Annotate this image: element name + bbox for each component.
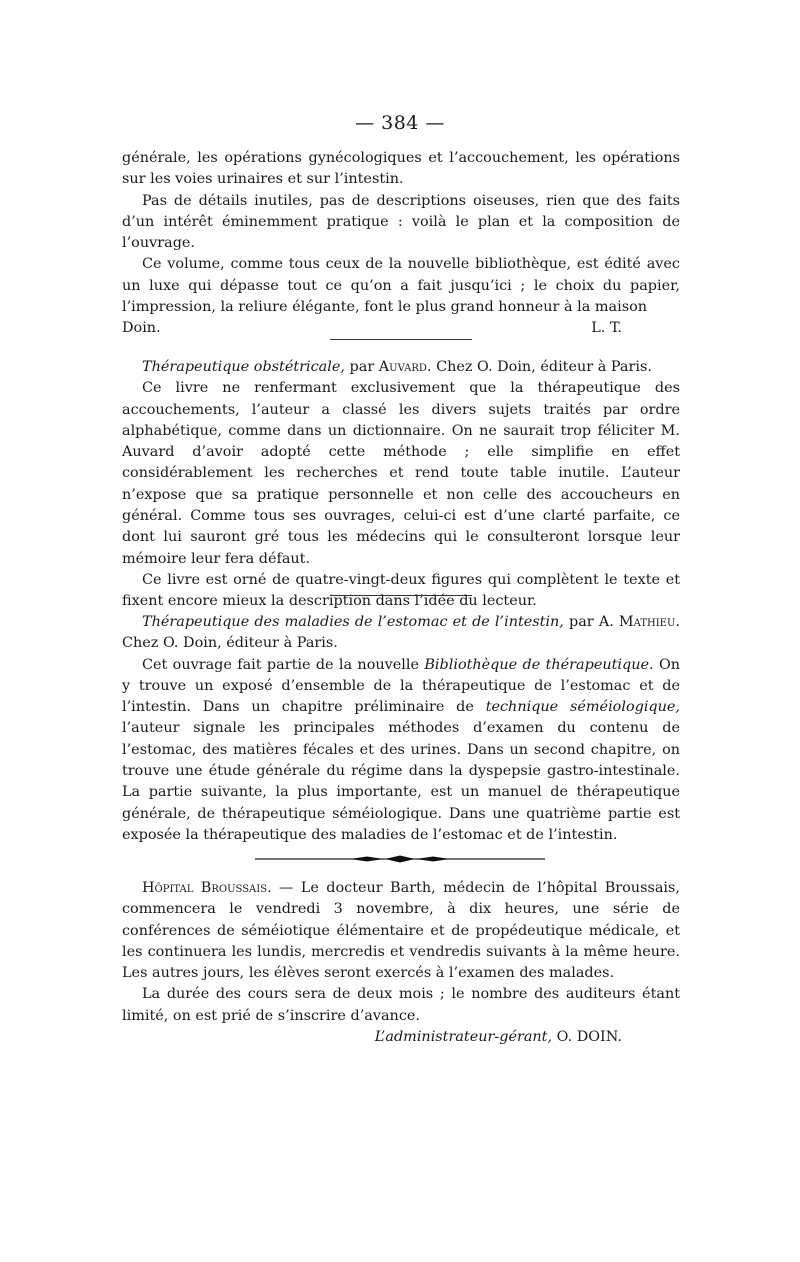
reviewer-initials: L. T. xyxy=(591,320,622,337)
review-paragraph: Pas de détails inutiles, pas de descriptions oiseuses, rien que des faits d’un intérêt éminemment pratique : voilà le plan et la composition de l’ouvrage. xyxy=(122,192,680,252)
chapter-title: technique séméiologique, xyxy=(485,699,680,716)
announcement-broussais xyxy=(122,878,680,1048)
book-title: Thérapeutique des maladies de l’estomac et de l’intestin, xyxy=(142,614,564,630)
review-mathieu xyxy=(122,612,680,846)
review-paragraph: Ce livre ne renfermant exclusivement que la thérapeutique des accouchements, l’auteur a classé les divers sujets traités par ordre alphabétique, comme dans un dictionnaire. On ne saurait trop féliciter M. Auvard d’avoir adopté cette méthode ; elle simplifie en effet considérablement les recherches et rend toute table inutile. L’auteur n’expose que sa pratique personnelle et non celle des accoucheurs en général. Comme tous ses ouvrages, celui-ci est d’une clarté parfaite, ce dont lui sauront gré tous les médecins qui le consulteront lorsque leur mémoire leur fera défaut. xyxy=(122,380,680,567)
signature-name: O. DOIN. xyxy=(552,1029,622,1046)
announcement-paragraph xyxy=(122,878,680,984)
signature-title: L’administrateur-gérant, xyxy=(374,1029,553,1046)
series-title: Bibliothèque de thérapeutique. xyxy=(424,656,654,673)
text-run: — Le docteur Barth, médecin de l’hôpital Broussais, commencera le vendredi 3 novembre, à dix heures, une série de conférences de séméiotique élémentaire et de propédeutique médicale, et les continuera les lundis, mercredis et vendredis suivants à la même heure. Les autres jours, les élèves seront exercés à l’examen des malades. xyxy=(122,880,680,982)
book-publisher: . Chez O. Doin, éditeur à Paris. xyxy=(122,614,680,652)
announcement-heading: Hôpital Broussais. xyxy=(142,880,272,896)
review-continuation xyxy=(122,148,680,340)
text-run: Cet ouvrage fait partie de la nouvelle xyxy=(142,656,425,673)
review-auvard xyxy=(122,357,680,613)
continuation-paragraph: générale, les opérations gynécologiques et l’accouchement, les opérations sur les voies urinaires et sur l’intestin. xyxy=(122,150,680,188)
review-paragraph: Ce volume, comme tous ceux de la nouvelle bibliothèque, est édité avec un luxe qui dépasse tout ce qu’on a fait jusqu’ici ; le choix du papier, l’impression, la reliure élégante, font le plus grand honneur à la maison xyxy=(122,256,680,316)
book-author: Auvard xyxy=(378,359,427,375)
citation-by: par A. xyxy=(563,614,619,630)
final-line-text: Doin. xyxy=(122,320,161,337)
book-title: Thérapeutique obstétricale, xyxy=(142,359,345,375)
administrator-signature xyxy=(122,1027,622,1048)
ornamental-divider xyxy=(255,855,545,863)
text-run: l’auteur signale les principales méthodes d’examen du contenu de l’estomac, des matières fécales et des urines. Dans un second chapitre, on trouve une étude générale du régime dans la dyspepsie gastro-intestinale. La partie suivante, la plus importante, est un manuel de thérapeutique générale, de thérapeutique séméiologique. Dans une quatrième partie est exposée la thérapeutique des maladies de l’estomac et de l’intestin. xyxy=(122,720,680,843)
book-citation xyxy=(122,357,680,378)
review-paragraph: Ce livre est orné de quatre-vingt-deux figures qui complètent le texte et fixent encore mieux la description dans l’idée du lecteur. xyxy=(122,571,680,610)
text-run: On y trouve un exposé d’ensemble de la thérapeutique de l’estomac et de l’intestin. Dans un chapitre préliminaire de xyxy=(122,656,681,716)
section-divider xyxy=(330,339,472,340)
section-divider xyxy=(330,595,472,596)
book-citation xyxy=(122,612,680,655)
book-publisher: . Chez O. Doin, éditeur à Paris. xyxy=(426,359,652,375)
announcement-paragraph: La durée des cours sera de deux mois ; le nombre des auditeurs étant limité, on est prié de s’inscrire d’avance. xyxy=(122,986,680,1024)
review-paragraph xyxy=(122,655,680,847)
review-signature-line xyxy=(122,318,680,339)
book-author: Mathieu xyxy=(618,614,676,630)
page-number: — 384 — xyxy=(355,112,445,134)
citation-by: par xyxy=(344,359,379,375)
